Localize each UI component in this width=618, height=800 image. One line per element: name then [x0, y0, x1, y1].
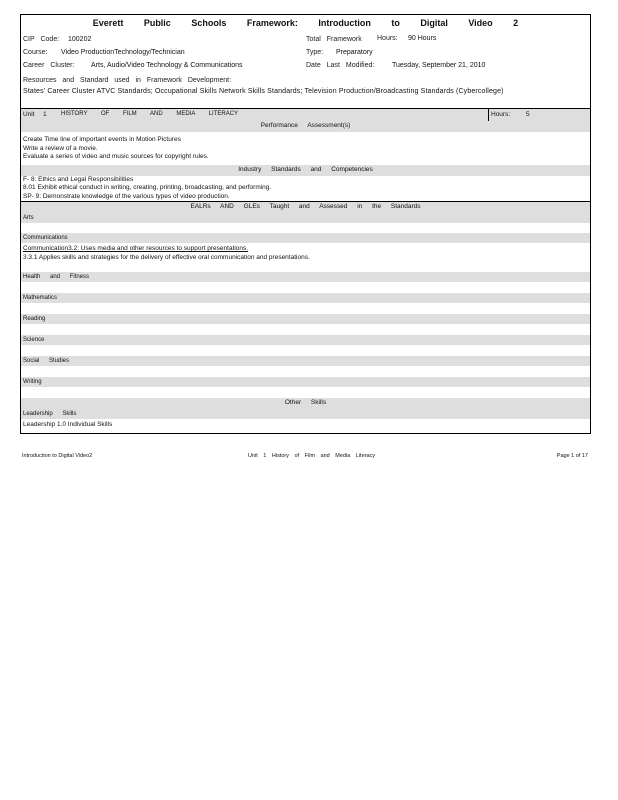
- career-cluster-label: Career Cluster:: [23, 62, 75, 69]
- footer-course: Introduction to Digital Video2: [22, 453, 93, 459]
- career-cluster-value: Arts, Audio/Video Technology & Communications: [91, 62, 243, 69]
- footer-unit: Unit 1 History of Film and Media Literacy: [248, 453, 376, 459]
- date-modified-label: Date Last Modified:: [306, 62, 375, 69]
- performance-heading-bar: [21, 121, 590, 132]
- total-framework-label: Total Framework: [306, 36, 362, 43]
- type-label: Type:: [306, 49, 324, 56]
- course-label: Course:: [23, 49, 48, 56]
- unit-title: HISTORY OF FILM AND MEDIA LITERACY: [61, 111, 239, 117]
- ealrs-heading-bar: [21, 201, 590, 213]
- header-meta: [21, 30, 590, 108]
- industry-item: 8.01 Exhibit ethical conduct in writing, creating, printing, broadcasting, and performing.: [23, 184, 272, 191]
- course-value: Video ProductionTechnology/Technician: [61, 49, 185, 56]
- framework-frame: [20, 14, 591, 434]
- date-modified-value: Tuesday, September 21, 2010: [392, 62, 486, 69]
- unit-hours-label: Hours:: [491, 111, 511, 118]
- hours-value: 90 Hours: [408, 35, 437, 42]
- subject-science: Science: [21, 335, 590, 345]
- performance-item: Evaluate a series of video and music sources for copyright rules.: [23, 153, 209, 160]
- unit-number: 1: [43, 111, 47, 118]
- subject-social-studies: Social Studies: [21, 356, 590, 366]
- type-value: Preparatory: [336, 49, 373, 56]
- resources-label: Resources and Standard used in Framework Development:: [23, 77, 232, 84]
- resources-value: States' Career Cluster ATVC Standards; Occupational Skills Network Skills Standards; Television Production/Broadcasting Standards (Cybercollege): [23, 88, 504, 95]
- subject-mathematics: Mathematics: [21, 293, 590, 303]
- subject-communications: Communications: [21, 233, 590, 243]
- industry-item: F- 8: Ethics and Legal Responsibilities: [23, 175, 134, 183]
- communications-item: Communication3.2: Uses media and other resources to support presentations.: [23, 245, 249, 252]
- communications-item: 3.3.1 Applies skills and strategies for the delivery of effective oral communication and presentations.: [23, 253, 310, 261]
- cip-value: 100202: [68, 36, 92, 43]
- subject-writing: Writing: [21, 377, 590, 387]
- subject-arts: Arts: [21, 213, 590, 223]
- industry-heading-bar: [21, 165, 590, 176]
- unit-row: [21, 108, 590, 121]
- subject-health-fitness: Health and Fitness: [21, 272, 590, 282]
- page-footer: [22, 453, 588, 461]
- subject-reading: Reading: [21, 314, 590, 324]
- other-skills-heading: Other Skills: [284, 399, 327, 406]
- other-skills-heading-bar: [21, 398, 590, 409]
- performance-item: Create Time line of important events in Motion Pictures: [23, 136, 181, 143]
- ealrs-heading: EALRs AND GLEs Taught and Assessed in the Standards: [190, 203, 421, 210]
- unit-divider: [488, 109, 489, 121]
- cip-label: CIP Code:: [23, 36, 60, 43]
- hours-label: Hours:: [377, 35, 398, 42]
- performance-heading: Performance Assessment(s): [260, 122, 351, 129]
- industry-item: SP- 9: Demonstrate knowledge of the various types of video production.: [23, 192, 230, 200]
- unit-label: Unit: [23, 111, 35, 118]
- leadership-item: Leadership 1.0 Individual Skills: [23, 421, 113, 428]
- industry-heading: Industry Standards and Competencies: [238, 165, 373, 173]
- unit-hours-value: 5: [526, 111, 530, 118]
- performance-item: Write a review of a movie.: [23, 144, 98, 152]
- page-title: Everett Public Schools Framework: Introduction to Digital Video 2: [92, 18, 519, 28]
- footer-page-number: Page 1 of 17: [556, 453, 588, 459]
- subject-leadership: Leadership Skills: [21, 409, 590, 419]
- framework-page: [20, 14, 591, 434]
